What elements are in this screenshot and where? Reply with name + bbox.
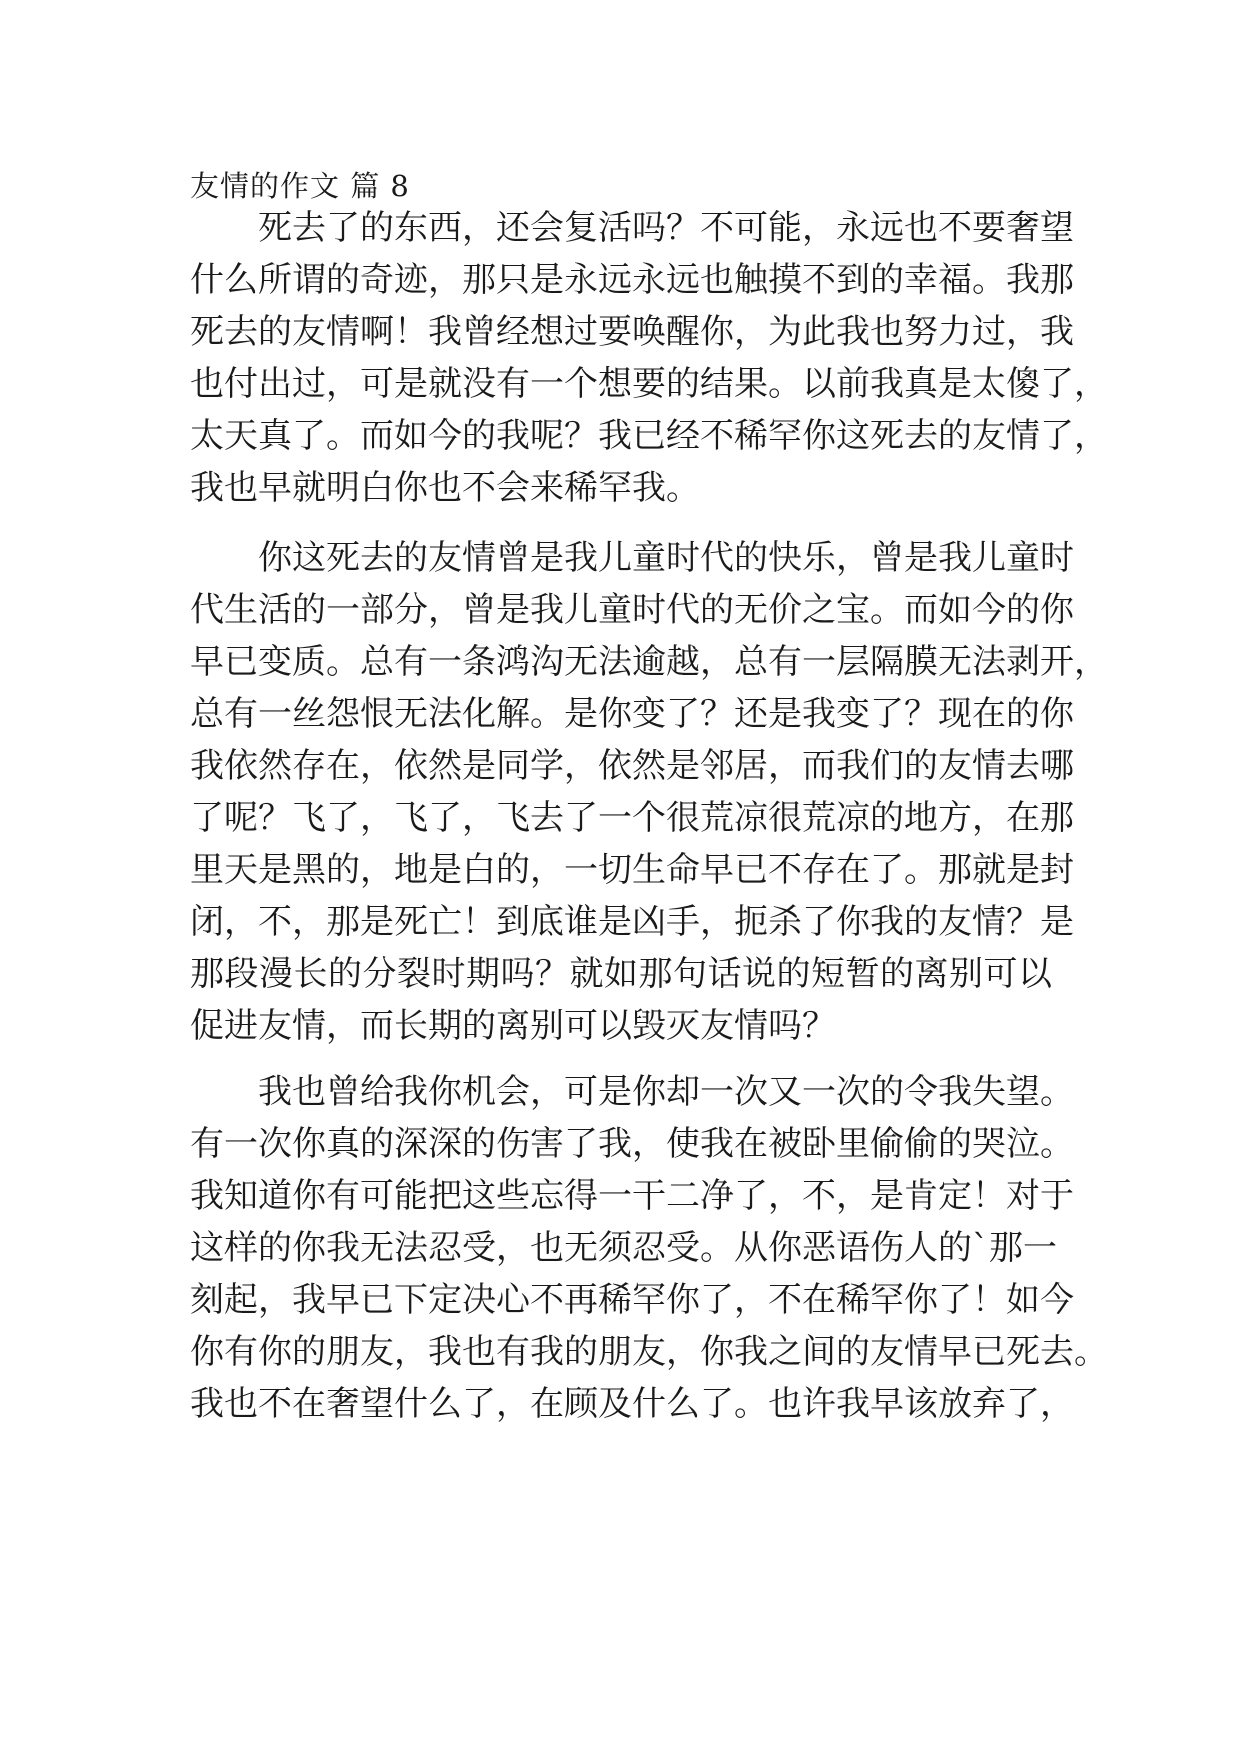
text-line: 我也曾给我你机会，可是你却一次又一次的令我失望。 bbox=[258, 1072, 1074, 1112]
text-line: 什么所谓的奇迹，那只是永远永远也触摸不到的幸福。我那 bbox=[190, 260, 1074, 300]
text-line: 了呢？飞了，飞了，飞去了一个很荒凉很荒凉的地方，在那 bbox=[190, 798, 1074, 838]
text-line: 有一次你真的深深的伤害了我，使我在被卧里偷偷的哭泣。 bbox=[190, 1124, 1074, 1164]
essay-title: 友情的作文 篇 8 bbox=[190, 169, 410, 203]
text-line: 代生活的一部分，曾是我儿童时代的无价之宝。而如今的你 bbox=[190, 590, 1074, 630]
text-line: 死去的友情啊！我曾经想过要唤醒你，为此我也努力过，我 bbox=[190, 312, 1074, 352]
text-line: 你这死去的友情曾是我儿童时代的快乐，曾是我儿童时 bbox=[258, 538, 1074, 578]
text-line: 太天真了。而如今的我呢？我已经不稀罕你这死去的友情了， bbox=[190, 416, 1108, 456]
text-line: 我也不在奢望什么了，在顾及什么了。也许我早该放弃了， bbox=[190, 1384, 1074, 1424]
text-line: 死去了的东西，还会复活吗？不可能，永远也不要奢望 bbox=[258, 208, 1074, 248]
text-line: 早已变质。总有一条鸿沟无法逾越，总有一层隔膜无法剥开， bbox=[190, 642, 1108, 682]
text-line: 刻起，我早已下定决心不再稀罕你了，不在稀罕你了！如今 bbox=[190, 1280, 1074, 1320]
text-line: 也付出过，可是就没有一个想要的结果。以前我真是太傻了， bbox=[190, 364, 1108, 404]
text-line: 闭，不，那是死亡！到底谁是凶手，扼杀了你我的友情？是 bbox=[190, 902, 1074, 942]
text-line: 那段漫长的分裂时期吗？就如那句话说的短暂的离别可以 bbox=[190, 954, 1052, 994]
text-line: 我也早就明白你也不会来稀罕我。 bbox=[190, 468, 700, 508]
text-line: 总有一丝怨恨无法化解。是你变了？还是我变了？现在的你 bbox=[190, 694, 1074, 734]
text-line: 我知道你有可能把这些忘得一干二净了，不，是肯定！对于 bbox=[190, 1176, 1074, 1216]
text-line: 里天是黑的，地是白的，一切生命早已不存在了。那就是封 bbox=[190, 850, 1074, 890]
text-line: 促进友情，而长期的离别可以毁灭友情吗？ bbox=[190, 1006, 836, 1046]
text-line: 这样的你我无法忍受，也无须忍受。从你恶语伤人的`那一 bbox=[190, 1228, 1057, 1268]
text-line: 我依然存在，依然是同学，依然是邻居，而我们的友情去哪 bbox=[190, 746, 1074, 786]
text-line: 你有你的朋友，我也有我的朋友，你我之间的友情早已死去。 bbox=[190, 1332, 1108, 1372]
